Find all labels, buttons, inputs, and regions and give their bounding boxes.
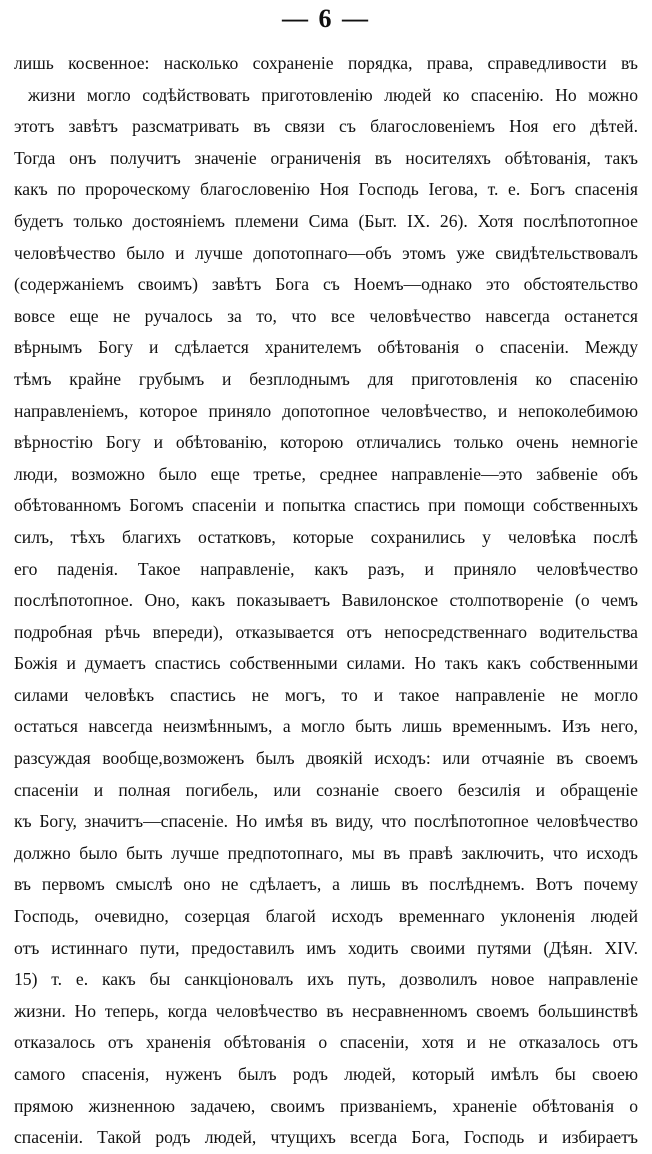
text-line: вовсе еще не ручалось за то, что все человѣчество навсегда останется	[14, 305, 638, 326]
text-line: спасеніи и полная погибель, или сознаніе своего безсилія и обращеніе	[14, 779, 638, 800]
text-line: Тогда онъ получитъ значеніе ограниченія въ носителяхъ обѣтованія, такъ	[14, 147, 638, 168]
text-line: къ Богу, значитъ—спасеніе. Но имѣя въ виду, что послѣпотопное человѣчество	[14, 811, 638, 832]
text-line: обѣтованномъ Богомъ спасеніи и попытка спастись при помощи собственныхъ	[14, 495, 638, 516]
text-line: направленіемъ, которое приняло допотопное человѣчество, и непоколебимою	[14, 400, 638, 421]
text-line: отказалось отъ храненія обѣтованія о спасеніи, хотя и не отказалось отъ	[14, 1032, 638, 1053]
text-line: этотъ завѣтъ разсматривать въ связи съ благословеніемъ Ноя его дѣтей.	[14, 116, 638, 137]
text-line: вѣрностію Богу и обѣтованію, которою отличались только очень немногіе	[14, 432, 638, 453]
page-number: — 6 —	[282, 4, 370, 33]
text-line: силъ, тѣхъ благихъ остатковъ, которые сохранились у человѣка послѣ	[14, 526, 638, 547]
text-line: самого спасенія, нуженъ былъ родъ людей, который имѣлъ бы своею	[14, 1064, 638, 1084]
body-text	[14, 48, 638, 1154]
text-line: 15) т. е. какъ бы санкціоновалъ ихъ путь, дозволилъ новое направленіе	[14, 969, 638, 990]
text-line: подробная рѣчь впереди), отказывается отъ непосредственнаго водительства	[14, 621, 638, 642]
text-line: Господь, очевидно, созерцая благой исходъ временнаго уклоненія людей	[14, 906, 638, 927]
text-line: разсуждая вообще,возможенъ былъ двоякій исходъ: или отчаяніе въ своемъ	[14, 748, 638, 769]
text-line: остаться навсегда неизмѣннымъ, а могло быть лишь временнымъ. Изъ него,	[14, 716, 638, 737]
text-line: лишь косвенное: насколько сохраненіе порядка, права, справедливости въ	[14, 53, 638, 73]
text-line: жизни. Но теперь, когда человѣчество въ несравненномъ своемъ большинствѣ	[14, 1000, 638, 1021]
text-line: какъ по пророческому благословенію Ноя Господь Іегова, т. е. Богъ спасенія	[14, 179, 638, 200]
text-line: человѣчество было и лучше допотопнаго—объ этомъ уже свидѣтельствовалъ	[14, 242, 638, 263]
text-line: должно было быть лучше предпотопнаго, мы въ правѣ заключить, что исходъ	[14, 842, 638, 863]
text-line: въ первомъ смыслѣ оно не сдѣлаетъ, а лишь въ послѣднемъ. Вотъ почему	[14, 874, 638, 895]
text-line: силами человѣкъ спастись не могъ, то и такое направленіе не могло	[14, 684, 638, 705]
text-line: спасеніи. Такой родъ людей, чтущихъ всегда Бога, Господь и избираетъ	[14, 1127, 638, 1148]
text-line: его паденія. Такое направленіе, какъ разъ, и приняло человѣчество	[14, 558, 638, 579]
text-line: будетъ только достояніемъ племени Сима (Быт. IX. 26). Хотя послѣпотопное	[14, 210, 638, 231]
text-line: послѣпотопное. Оно, какъ показываетъ Вавилонское столпотвореніе (о чемъ	[14, 590, 638, 611]
text-line: вѣрнымъ Богу и сдѣлается хранителемъ обѣтованія о спасеніи. Между	[14, 337, 638, 358]
text-line: прямою жизненною задачею, своимъ призваніемъ, храненіе обѣтованія о	[14, 1095, 638, 1116]
text-line: тѣмъ крайне грубымъ и безплоднымъ для приготовленія ко спасенію	[14, 368, 638, 389]
text-line: люди, возможно было еще третье, среднее направленіе—это забвеніе объ	[14, 463, 638, 484]
text-line: отъ истиннаго пути, предоставилъ имъ ходить своими путями (Дѣян. XIV.	[14, 937, 638, 958]
text-line: жизни могло содѣйствовать приготовленію людей ко спасенію. Но можно	[28, 84, 638, 105]
text-line: (содержаніемъ своимъ) завѣтъ Бога съ Ноемъ—однако это обстоятельство	[14, 274, 638, 295]
text-line: Божія и думаетъ спастись собственными силами. Но такъ какъ собственными	[14, 653, 638, 674]
